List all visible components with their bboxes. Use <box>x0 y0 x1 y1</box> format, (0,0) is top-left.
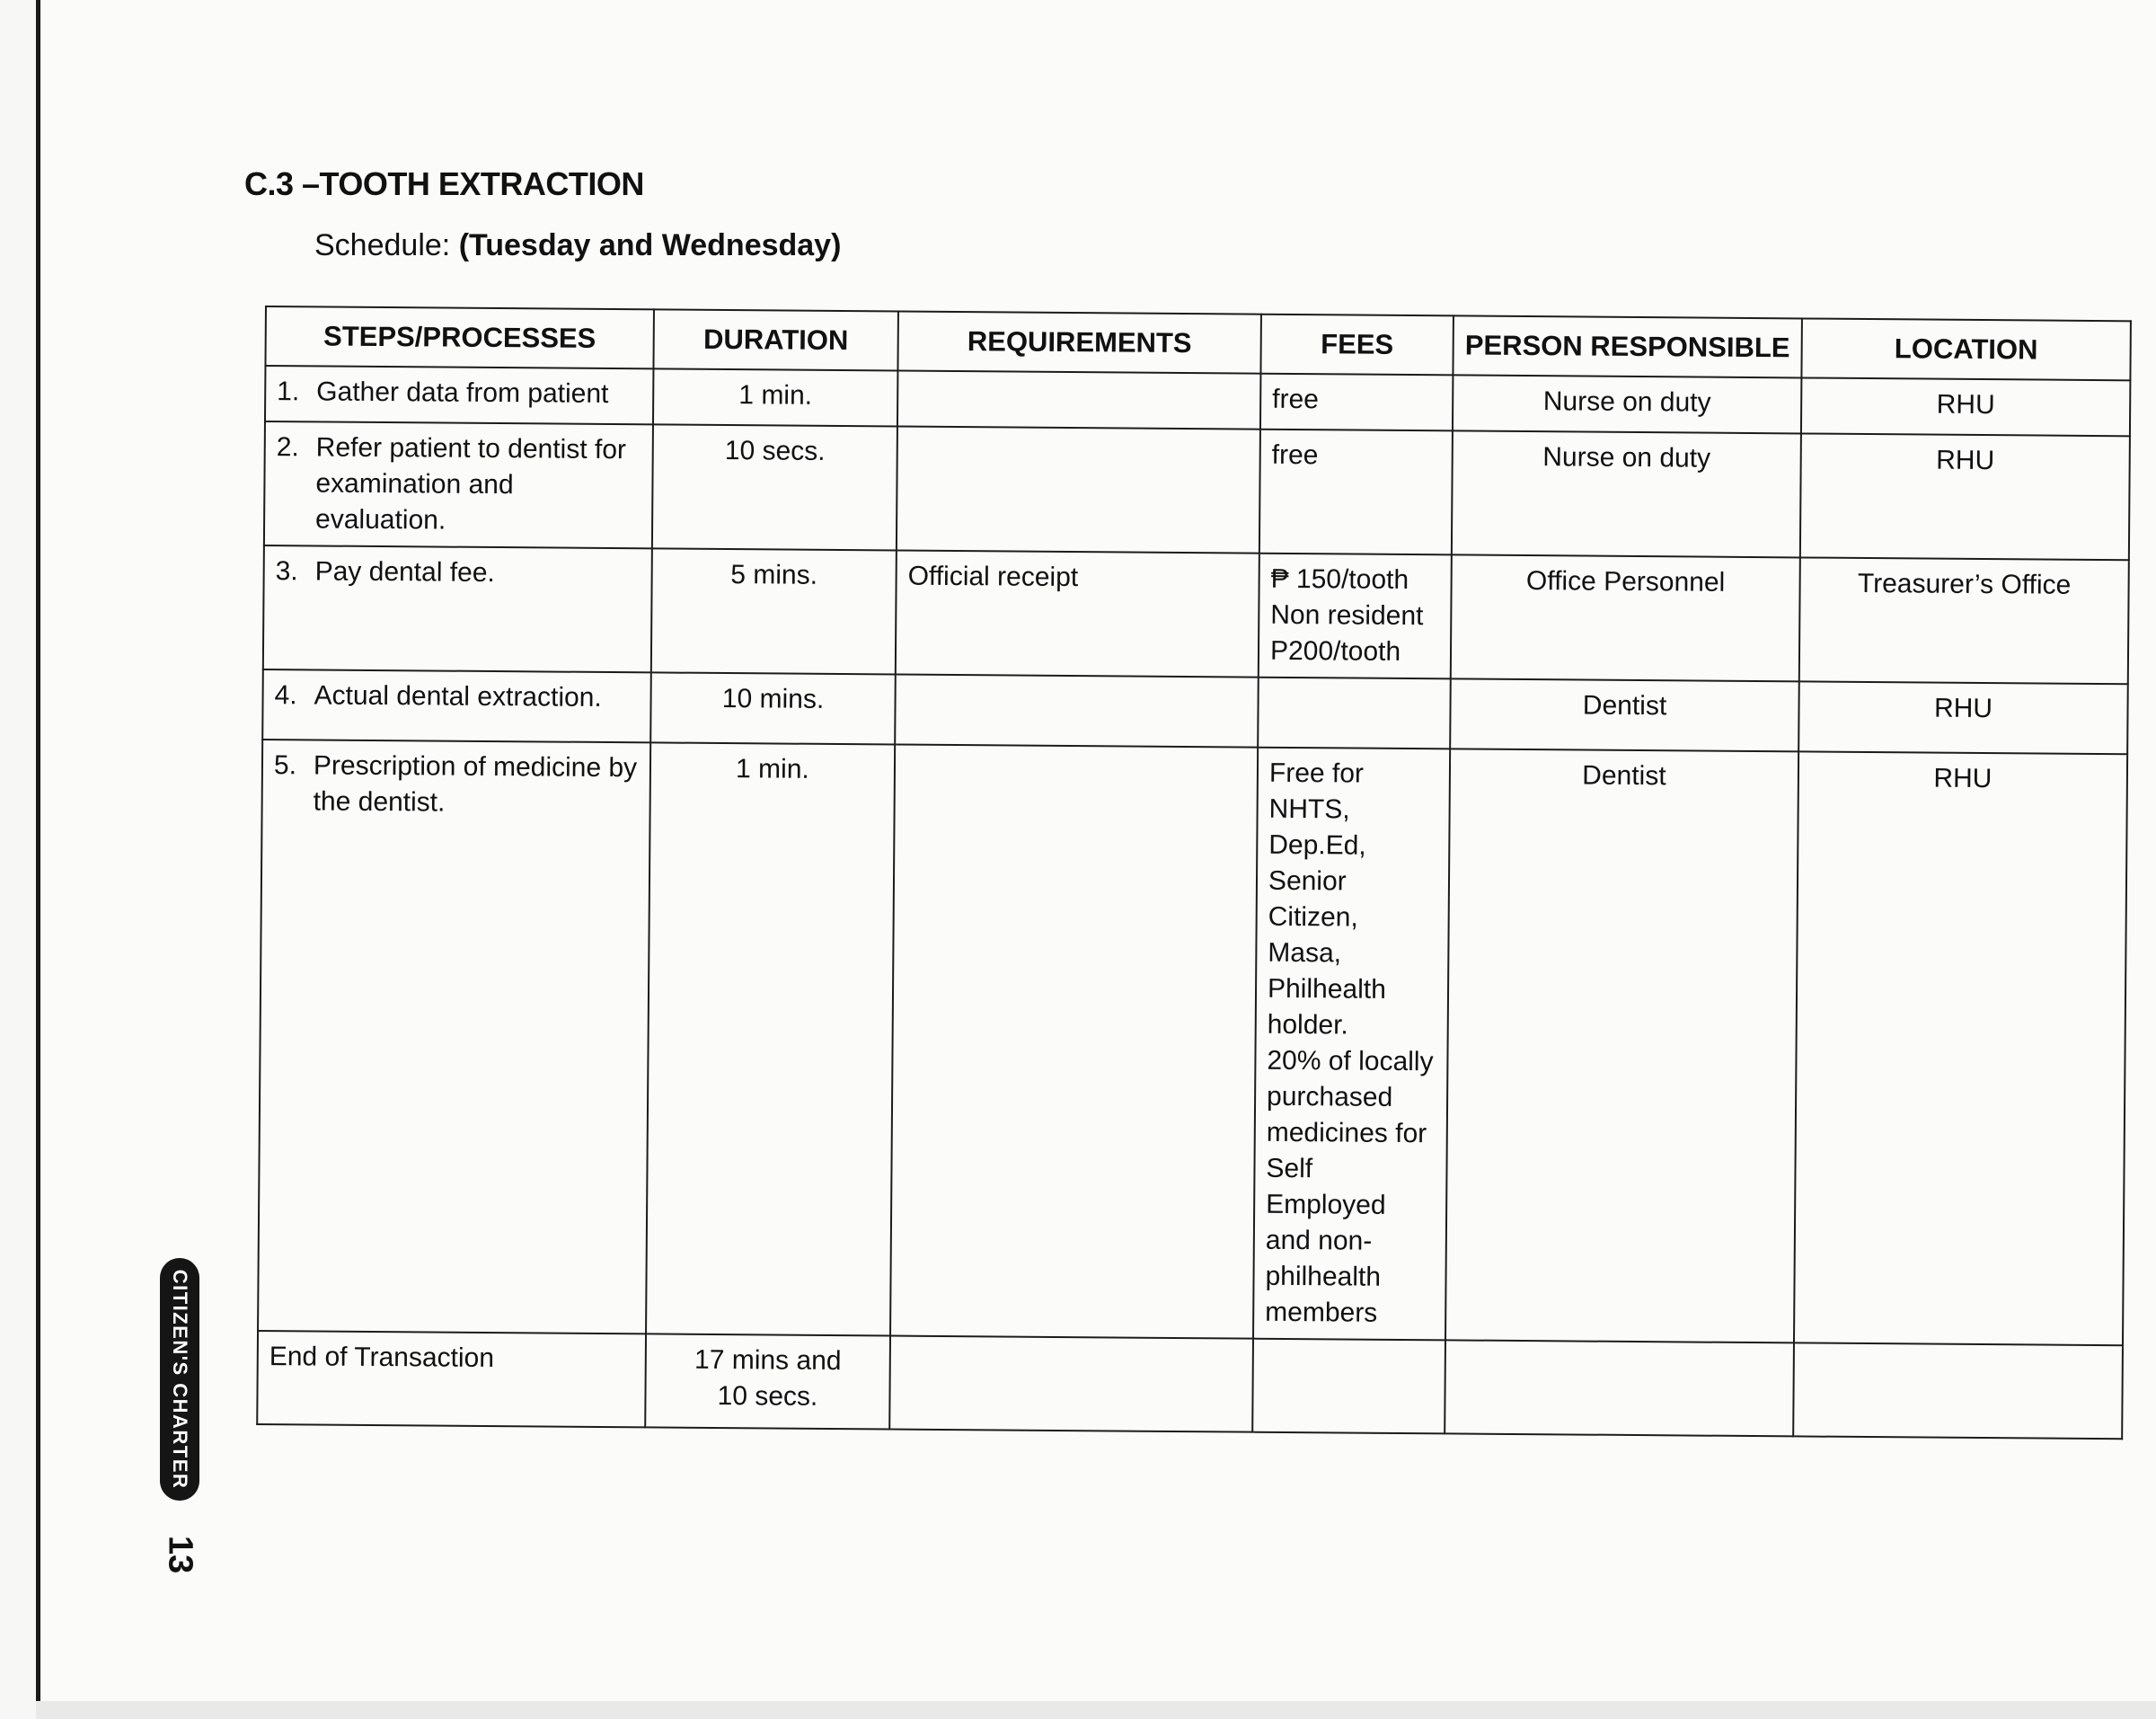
schedule-value: (Tuesday and Wednesday) <box>458 228 842 262</box>
page-bottom-edge <box>36 1701 2156 1719</box>
location-cell: RHU <box>1800 433 2130 560</box>
step-text: Prescription of medicine by the dentist. <box>313 750 638 818</box>
step-text: Gather data from patient <box>316 377 609 410</box>
step-number: 3. <box>275 556 298 587</box>
header-steps: STEPS/PROCESSES <box>265 306 654 368</box>
table-row <box>264 421 2130 560</box>
side-label: CITIZEN'S CHARTER <box>169 1269 191 1490</box>
step-number: 2. <box>276 432 299 463</box>
fees-cell: ₱ 150/tooth Non resident P200/tooth <box>1259 554 1452 679</box>
empty-cell <box>1793 1342 2123 1439</box>
duration-cell: 5 mins. <box>651 548 897 674</box>
requirements-cell <box>897 427 1260 554</box>
person-cell: Nurse on duty <box>1453 375 1801 433</box>
duration-cell: 1 min. <box>646 742 895 1335</box>
page-number-text: 13 <box>161 1535 199 1574</box>
table-row-end <box>257 1331 2123 1439</box>
end-duration-cell: 17 mins and 10 secs. <box>645 1334 890 1429</box>
step-cell <box>258 740 650 1334</box>
requirements-cell <box>897 371 1260 430</box>
table-row <box>258 740 2127 1345</box>
empty-cell <box>889 1336 1253 1432</box>
table-row <box>263 545 2129 684</box>
header-duration: DURATION <box>653 309 898 370</box>
page-number <box>160 1528 199 1582</box>
fees-cell: free <box>1259 430 1453 555</box>
person-cell: Dentist <box>1450 678 1799 751</box>
duration-cell: 1 min. <box>653 368 897 426</box>
requirements-cell <box>895 675 1259 748</box>
step-text: Pay dental fee. <box>314 556 495 589</box>
empty-cell <box>1252 1339 1445 1434</box>
citizens-charter-tab <box>160 1258 199 1501</box>
fees-cell: free <box>1260 374 1453 431</box>
schedule-line <box>314 228 841 263</box>
fees-cell: Free for NHTS, Dep.Ed, Senior Citizen, Masa, Philhealth holder. 20% of locally purchased medicines for Self Employed and non-philhealth members <box>1253 748 1450 1341</box>
process-table <box>256 306 2132 1440</box>
person-cell: Dentist <box>1445 749 1798 1342</box>
step-number: 1. <box>277 377 300 407</box>
end-label-cell: End of Transaction <box>257 1331 646 1427</box>
requirements-cell: Official receipt <box>896 551 1259 678</box>
step-cell <box>265 366 653 424</box>
step-number: 4. <box>274 680 297 711</box>
fees-cell <box>1258 678 1451 749</box>
step-number: 5. <box>273 750 297 781</box>
header-person: PERSON RESPONSIBLE <box>1453 315 1802 377</box>
header-requirements: REQUIREMENTS <box>897 312 1261 374</box>
step-cell <box>264 421 653 548</box>
requirements-cell <box>890 745 1258 1339</box>
step-text: Refer patient to dentist for examination and evaluation. <box>315 432 627 536</box>
location-cell: RHU <box>1798 681 2128 754</box>
header-fees: FEES <box>1260 315 1454 376</box>
header-location: LOCATION <box>1801 318 2131 380</box>
duration-cell: 10 secs. <box>652 424 897 550</box>
schedule-label: Schedule: <box>314 228 451 262</box>
step-text: Actual dental extraction. <box>314 680 602 713</box>
location-cell: Treasurer’s Office <box>1799 557 2129 684</box>
person-cell: Office Personnel <box>1451 554 1800 681</box>
step-cell <box>263 545 652 672</box>
step-cell <box>262 669 651 742</box>
empty-cell <box>1445 1340 1794 1436</box>
location-cell: RHU <box>1801 377 2130 436</box>
section-title: C.3 –TOOTH EXTRACTION <box>244 165 644 202</box>
location-cell: RHU <box>1794 751 2127 1345</box>
duration-cell: 10 mins. <box>650 672 896 744</box>
person-cell: Nurse on duty <box>1452 430 1801 557</box>
